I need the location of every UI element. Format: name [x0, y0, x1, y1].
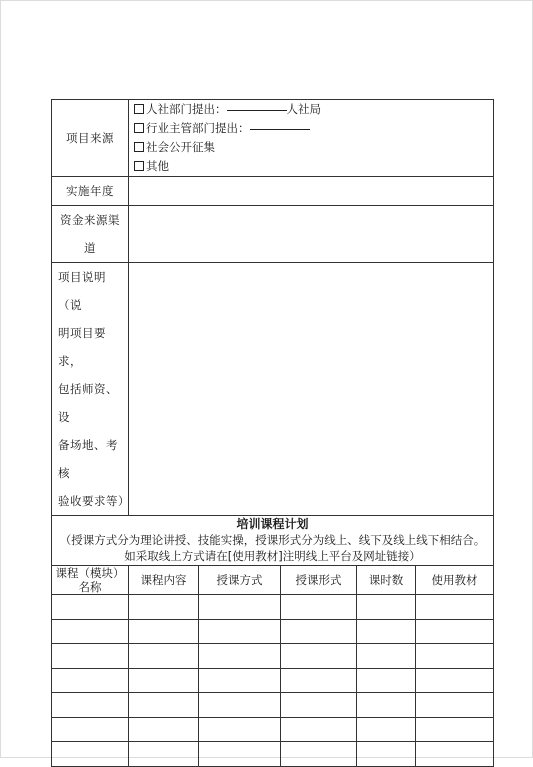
checkbox-icon[interactable]: [134, 142, 144, 152]
table-cell[interactable]: [281, 619, 357, 644]
table-cell[interactable]: [199, 693, 281, 718]
table-row: [52, 668, 494, 693]
training-plan-title: 培训课程计划: [236, 517, 309, 531]
table-cell[interactable]: [416, 693, 494, 718]
table-cell[interactable]: [129, 595, 199, 620]
table-cell[interactable]: [52, 717, 129, 742]
table-cell[interactable]: [281, 693, 357, 718]
funding-source-label: 资金来源渠 道: [52, 206, 129, 263]
course-rows: [52, 595, 494, 767]
project-description-label: 项目说明（说 明项目要求， 包括师资、设 备场地、考核 验收要求等）: [52, 263, 129, 516]
table-cell[interactable]: [357, 644, 416, 669]
table-row: [52, 717, 494, 742]
checkbox-icon[interactable]: [134, 161, 144, 171]
table-cell[interactable]: [199, 742, 281, 767]
table-cell[interactable]: [129, 644, 199, 669]
header-course-content: 课程内容: [129, 566, 199, 595]
table-cell[interactable]: [281, 595, 357, 620]
implementation-year-label: 实施年度: [52, 177, 129, 206]
table-cell[interactable]: [357, 742, 416, 767]
source-option-industry[interactable]: 行业主管部门提出：: [129, 119, 493, 138]
header-course-name: 课程（模块）名称: [52, 566, 129, 595]
fill-blank[interactable]: [250, 121, 310, 130]
table-cell[interactable]: [199, 717, 281, 742]
table-cell[interactable]: [52, 742, 129, 767]
table-cell[interactable]: [416, 619, 494, 644]
table-row: [52, 742, 494, 767]
project-form-table: [51, 99, 494, 767]
header-teaching-method: 授课方式: [199, 566, 281, 595]
checkbox-icon[interactable]: [134, 104, 144, 114]
table-cell[interactable]: [129, 693, 199, 718]
header-textbook: 使用教材: [416, 566, 494, 595]
row-funding-source: [52, 206, 494, 263]
table-cell[interactable]: [199, 644, 281, 669]
implementation-year-value[interactable]: [129, 177, 494, 206]
table-cell[interactable]: [52, 693, 129, 718]
fill-blank[interactable]: [227, 102, 287, 111]
table-row: [52, 595, 494, 620]
table-cell[interactable]: [281, 668, 357, 693]
source-option-hrss[interactable]: 人社部门提出： 人社局: [129, 100, 493, 119]
table-cell[interactable]: [199, 619, 281, 644]
table-row: [52, 693, 494, 718]
table-cell[interactable]: [357, 595, 416, 620]
table-row: [52, 644, 494, 669]
table-cell[interactable]: [357, 717, 416, 742]
table-cell[interactable]: [357, 668, 416, 693]
table-cell[interactable]: [199, 595, 281, 620]
table-cell[interactable]: [52, 644, 129, 669]
project-source-label: 项目来源: [52, 100, 129, 177]
table-cell[interactable]: [416, 644, 494, 669]
table-cell[interactable]: [129, 742, 199, 767]
header-teaching-format: 授课形式: [281, 566, 357, 595]
table-cell[interactable]: [416, 668, 494, 693]
table-cell[interactable]: [52, 595, 129, 620]
row-project-source: [52, 100, 494, 177]
course-table-header: [52, 566, 494, 595]
row-project-description: [52, 263, 494, 516]
table-cell[interactable]: [281, 717, 357, 742]
table-cell[interactable]: [416, 595, 494, 620]
project-description-value[interactable]: [129, 263, 494, 516]
table-cell[interactable]: [52, 668, 129, 693]
table-cell[interactable]: [357, 619, 416, 644]
checkbox-icon[interactable]: [134, 123, 144, 133]
source-option-public[interactable]: 社会公开征集: [129, 138, 493, 157]
table-cell[interactable]: [129, 619, 199, 644]
training-plan-section: [52, 516, 494, 566]
source-option-other[interactable]: 其他: [129, 157, 493, 176]
table-cell[interactable]: [52, 619, 129, 644]
header-class-hours: 课时数: [357, 566, 416, 595]
table-cell[interactable]: [416, 742, 494, 767]
table-cell[interactable]: [129, 717, 199, 742]
training-plan-note: （授课方式分为理论讲授、技能实操，授课形式分为线上、线下及线上线下相结合。如采取线上方式请在[使用教材]注明线上平台及网址链接）: [59, 533, 486, 563]
row-training-plan-header: [52, 516, 494, 566]
table-cell[interactable]: [199, 668, 281, 693]
table-cell[interactable]: [416, 717, 494, 742]
table-cell[interactable]: [129, 668, 199, 693]
funding-source-value[interactable]: [129, 206, 494, 263]
row-implementation-year: [52, 177, 494, 206]
table-row: [52, 619, 494, 644]
table-cell[interactable]: [281, 742, 357, 767]
table-cell[interactable]: [281, 644, 357, 669]
table-cell[interactable]: [357, 693, 416, 718]
project-source-options: [129, 100, 494, 177]
